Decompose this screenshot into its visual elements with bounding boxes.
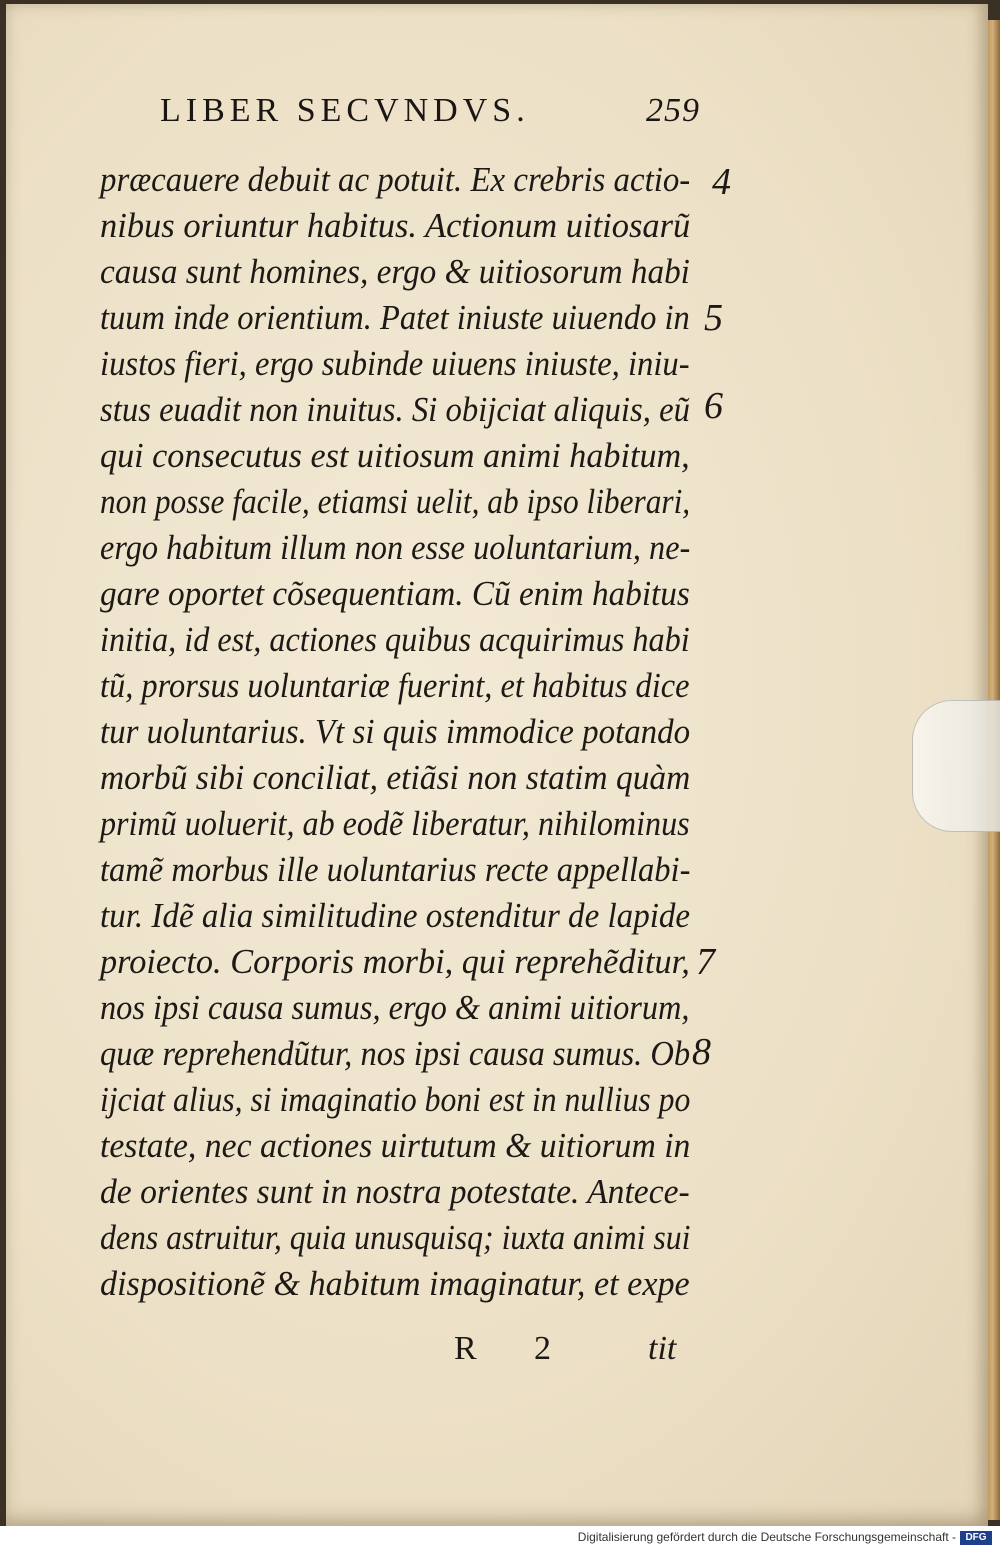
text-line: qui consecutus est uitiosum animi habitum, xyxy=(100,436,690,475)
margin-number: 6 xyxy=(704,385,723,427)
text-line: iustos fieri, ergo subinde uiuens iniuste, iniu- xyxy=(100,344,690,383)
text-line: proiecto. Corporis morbi, qui reprehẽditur, xyxy=(100,942,690,981)
text-line: tamẽ morbus ille uoluntarius recte appellabi- xyxy=(100,850,691,889)
signature-number: 2 xyxy=(534,1330,551,1367)
text-line: initia, id est, actiones quibus acquirimus habi xyxy=(100,620,690,659)
margin-number: 8 xyxy=(692,1031,711,1073)
margin-number: 4 xyxy=(712,161,731,203)
margin-number: 5 xyxy=(704,297,723,339)
text-line: testate, nec actiones uirtutum & uitiorum in xyxy=(100,1126,691,1165)
catchword: tit xyxy=(648,1330,677,1367)
text-line: causa sunt homines, ergo & uitiosorum habi xyxy=(100,252,690,291)
text-line: dens astruitur, quia unusquisq; iuxta animi sui xyxy=(100,1218,691,1257)
margin-number: 7 xyxy=(696,941,715,983)
signature-mark: R xyxy=(454,1330,477,1367)
text-line: ergo habitum illum non esse uoluntarium, ne- xyxy=(100,528,691,567)
text-line: gare oportet cõsequentiam. Cũ enim habitus xyxy=(100,574,690,613)
text-line: nos ipsi causa sumus, ergo & animi uitiorum, xyxy=(100,988,690,1027)
text-line: de orientes sunt in nostra potestate. Antece- xyxy=(100,1172,690,1211)
page-number: 259 xyxy=(646,92,700,129)
text-line: non posse facile, etiamsi uelit, ab ipso liberari, xyxy=(100,482,691,521)
text-line: tuum inde orientium. Patet iniuste uiuendo in xyxy=(100,298,690,337)
text-line: morbũ sibi conciliat, etiãsi non statim quàm xyxy=(100,758,691,797)
text-line: dispositionẽ & habitum imaginatur, et expe xyxy=(100,1264,690,1303)
text-line: ijciat alius, si imaginatio boni est in nullius po xyxy=(100,1080,691,1119)
running-header xyxy=(160,92,700,142)
text-line: tur. Idẽ alia similitudine ostenditur de lapide xyxy=(100,896,691,935)
running-title: LIBER SECVNDVS. xyxy=(160,92,530,129)
text-line: præcauere debuit ac potuit. Ex crebris actio- xyxy=(100,160,691,199)
text-line: quæ reprehendũtur, nos ipsi causa sumus. Ob xyxy=(100,1034,691,1073)
page-clip xyxy=(912,700,1000,832)
dfg-logo-icon: DFG xyxy=(960,1531,992,1545)
text-line: stus euadit non inuitus. Si obijciat aliquis, eũ xyxy=(100,390,690,429)
text-line: tur uoluntarius. Vt si quis immodice potando xyxy=(100,712,691,751)
text-line: primũ uoluerit, ab eodẽ liberatur, nihilominus xyxy=(100,804,690,843)
text-line: tũ, prorsus uoluntariæ fuerint, et habitus dice xyxy=(100,666,690,705)
text-line: nibus oriuntur habitus. Actionum uitiosarũ xyxy=(100,206,691,245)
scan-credit: Digitalisierung gefördert durch die Deutsche Forschungsgemeinschaft - xyxy=(577,1530,956,1544)
